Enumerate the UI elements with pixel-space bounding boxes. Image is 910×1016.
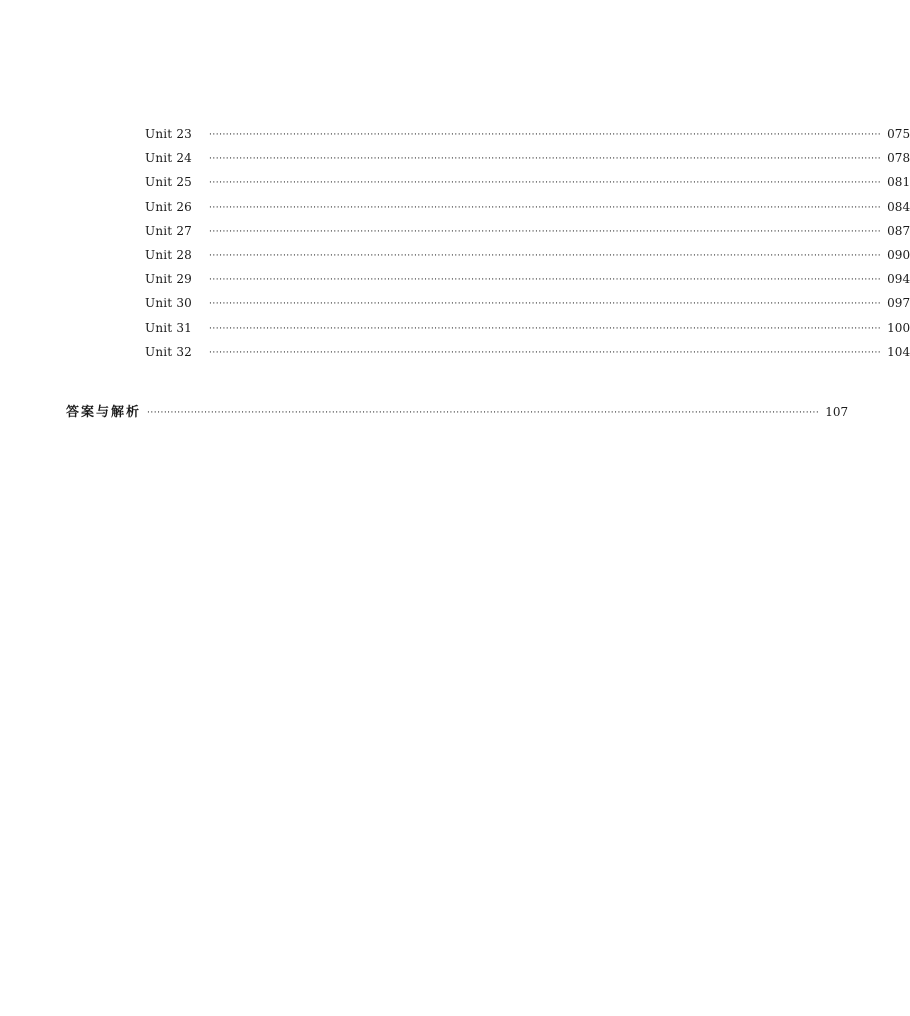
dot-leader: ········································································································································································································ [209, 130, 882, 140]
toc-entry[interactable] [145, 295, 910, 319]
toc-entry-label: Unit 31 [145, 320, 192, 335]
toc-entry-label: Unit 24 [145, 151, 192, 166]
toc-entry-label: Unit 29 [145, 272, 192, 287]
toc-entry-label: Unit 26 [145, 199, 192, 214]
dot-leader: ········································································································································································································ [209, 250, 882, 261]
toc-entry-label: Unit 30 [145, 296, 192, 311]
dot-leader: ········································································································································································································ [209, 347, 882, 358]
toc-entry-label: Unit 23 [145, 127, 192, 141]
dot-leader: ········································································································································································································ [209, 323, 882, 334]
dot-leader: ········································································································································································································ [209, 178, 882, 189]
toc-entry-answers[interactable] [66, 404, 849, 422]
toc-entry-page: 087 [887, 223, 910, 238]
dot-leader: ········································································································································································································ [209, 275, 882, 286]
dot-leader: ········································································································································································································ [147, 408, 820, 418]
toc-entry-page: 094 [887, 272, 910, 287]
toc-entry[interactable] [145, 126, 910, 150]
answers-section-title: 答案与解析 [66, 405, 142, 420]
toc-entry[interactable] [145, 199, 910, 223]
toc-entry-page: 084 [887, 199, 910, 214]
toc-entry-label: Unit 27 [145, 223, 192, 238]
toc-entry[interactable] [145, 247, 910, 271]
toc-entry-page: 100 [887, 320, 910, 335]
dot-leader: ········································································································································································································ [209, 299, 882, 310]
toc-entry-page: 081 [887, 175, 910, 190]
dot-leader: ········································································································································································································ [209, 202, 882, 213]
toc-entry-label: Unit 28 [145, 247, 192, 262]
table-of-contents [145, 126, 910, 368]
toc-entry-page: 075 [887, 127, 910, 141]
toc-entry-page: 090 [887, 247, 910, 262]
toc-entry-page: 104 [887, 344, 910, 359]
toc-entry-page: 107 [825, 405, 849, 419]
toc-entry[interactable] [145, 344, 910, 368]
dot-leader: ········································································································································································································ [209, 226, 882, 237]
toc-entry[interactable] [145, 223, 910, 247]
toc-entry[interactable] [145, 150, 910, 174]
toc-entry-page: 097 [887, 296, 910, 311]
toc-entry-label: Unit 32 [145, 344, 192, 359]
toc-entry-page: 078 [887, 151, 910, 166]
dot-leader: ········································································································································································································ [209, 154, 882, 165]
toc-entry[interactable] [145, 320, 910, 344]
toc-entry[interactable] [145, 271, 910, 295]
toc-entry-label: Unit 25 [145, 175, 192, 190]
toc-entry[interactable] [145, 174, 910, 198]
